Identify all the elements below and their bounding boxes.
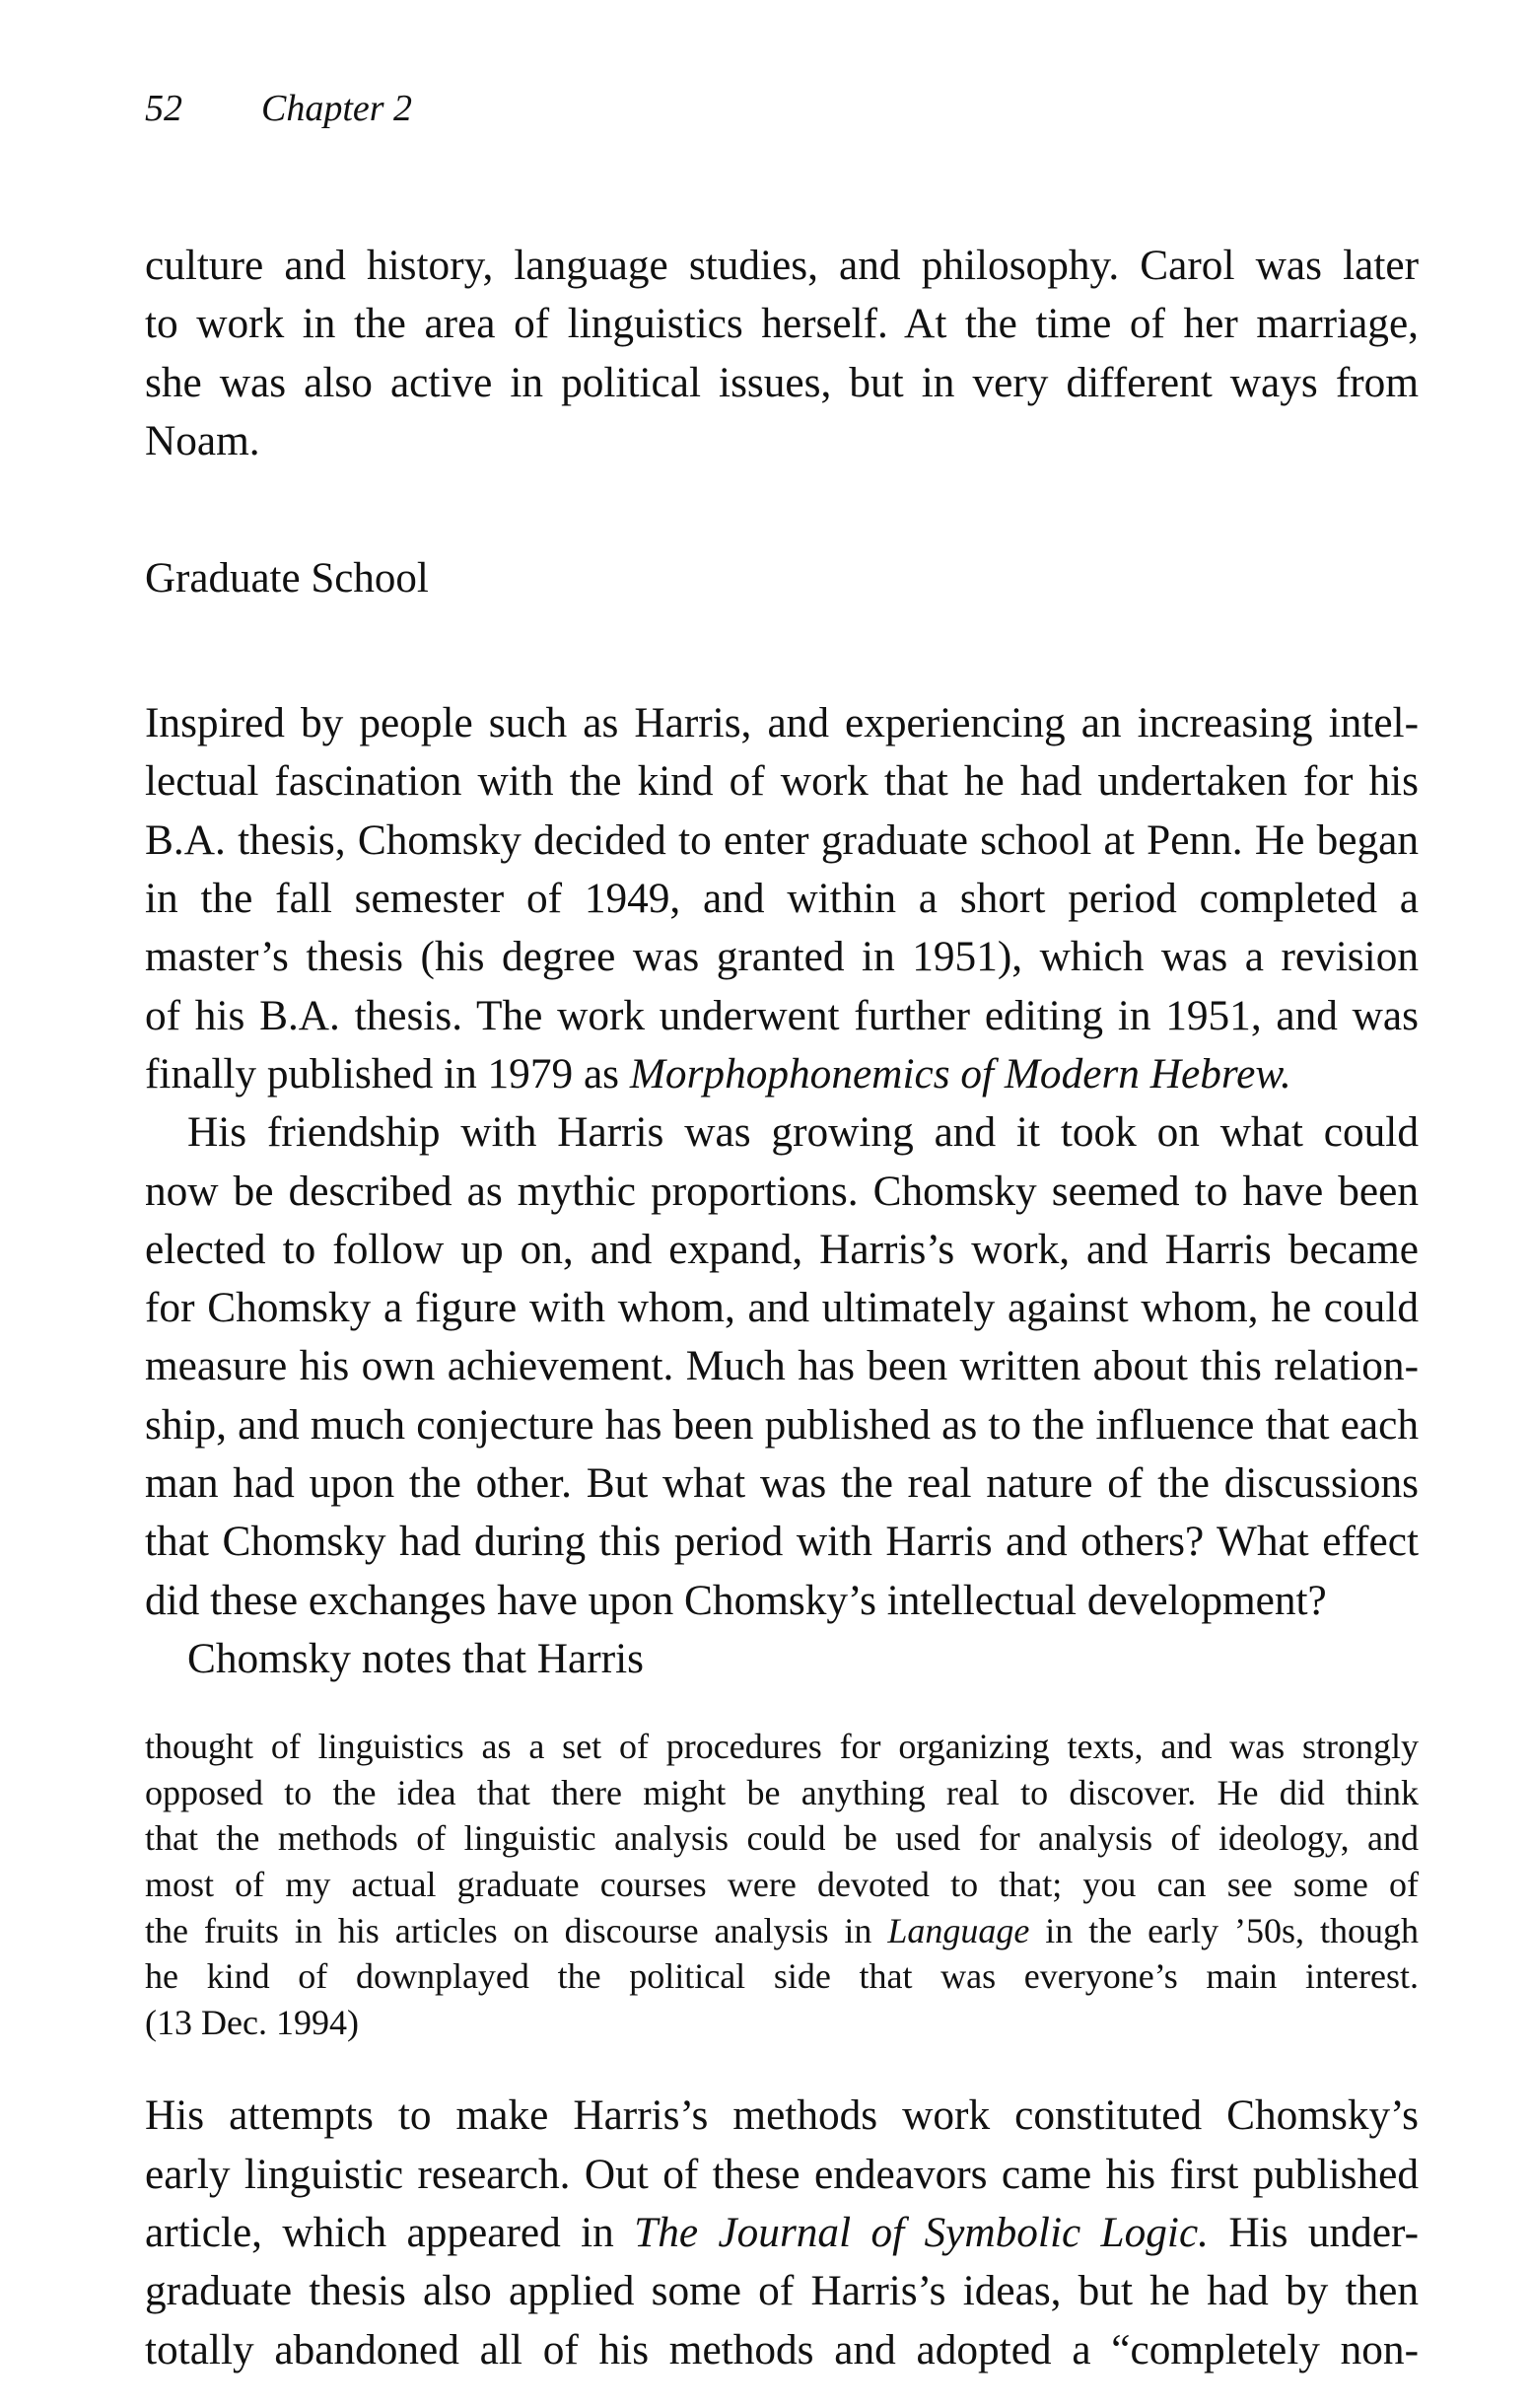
text-line: His friendship with Harris was growing and it took on what could [187,1108,1419,1157]
text-line: Chomsky notes that Harris [187,1634,644,1682]
text-line: graduate thesis also applied some of Harris’s ideas, but he had by then [145,2267,1419,2315]
text-line: Noam. [145,416,260,464]
section-heading: Graduate School [145,555,429,602]
paragraph-4 [145,1630,1419,1688]
text-line: early linguistic research. Out of these endeavors came his first published [145,2150,1419,2198]
text-line: she was also active in political issues, but in very different ways from [145,358,1419,406]
text-fragment: article, which appeared in [145,2208,635,2256]
text-line: culture and history, language studies, and philosophy. Carol was later [145,242,1419,289]
paragraph-3 [145,1103,1419,1630]
quote-line: thought of linguistics as a set of procedures for organizing texts, and was strongly [145,1727,1419,1767]
paragraph-2 [145,694,1419,1103]
text-line [145,2204,1419,2262]
quote-line [145,1908,1419,1954]
block-quote [145,1724,1419,2045]
text-line: in the fall semester of 1949, and within a short period completed a [145,875,1419,923]
quote-line: opposed to the idea that there might be anything real to discover. He did think [145,1772,1419,1812]
page-number: 52 [145,88,182,129]
text-line: of his B.A. thesis. The work underwent further editing in 1951, and was [145,991,1419,1039]
running-head [145,87,1419,130]
text-line: ship, and much conjecture has been published as to the influence that each [145,1400,1419,1449]
text-line [145,1045,1419,1103]
text-fragment: in the early ’50s, though [1029,1910,1419,1950]
text-line: B.A. thesis, Chomsky decided to enter graduate school at Penn. He began [145,815,1419,864]
quote-line: he kind of downplayed the political side that was everyone’s main interest. [145,1956,1419,1997]
text-line: now be described as mythic proportions. Chomsky seemed to have been [145,1167,1419,1215]
text-line: measure his own achievement. Much has been written about this relation- [145,1342,1419,1390]
quote-citation: (13 Dec. 1994) [145,2002,359,2042]
book-title: Morphophonemics of Modern Hebrew. [629,1049,1291,1098]
text-line: to work in the area of linguistics herself. At the time of her marriage, [145,300,1419,348]
journal-title: Language [887,1910,1030,1950]
text-line: totally abandoned all of his methods and adopted a “completely non- [145,2325,1419,2373]
book-page [145,87,1419,2379]
text-line: Inspired by people such as Harris, and experiencing an increasing intel- [145,699,1419,747]
text-fragment: finally published in 1979 as [145,1049,630,1098]
text-line: did these exchanges have upon Chomsky’s intellectual development? [145,1576,1327,1624]
text-line: for Chomsky a figure with whom, and ultimately against whom, he could [145,1284,1419,1332]
chapter-title: Chapter 2 [261,88,413,129]
text-line: lectual fascination with the kind of work that he had undertaken for his [145,757,1419,806]
text-fragment: His under- [1209,2208,1420,2256]
text-line: His attempts to make Harris’s methods work constituted Chomsky’s [145,2091,1419,2140]
text-line: elected to follow up on, and expand, Harris’s work, and Harris became [145,1225,1419,1273]
text-fragment: the fruits in his articles on discourse analysis in [145,1910,888,1950]
paragraph-1 [145,237,1419,470]
paragraph-5 [145,2087,1419,2378]
quote-line: that the methods of linguistic analysis could be used for analysis of ideology, and [145,1818,1419,1859]
journal-title: The Journal of Symbolic Logic. [634,2208,1210,2256]
text-line: man had upon the other. But what was the real nature of the discussions [145,1459,1419,1508]
text-line: master’s thesis (his degree was granted in 1951), which was a revision [145,933,1419,981]
quote-line: most of my actual graduate courses were devoted to that; you can see some of [145,1865,1419,1905]
text-line: that Chomsky had during this period with Harris and others? What effect [145,1518,1419,1566]
